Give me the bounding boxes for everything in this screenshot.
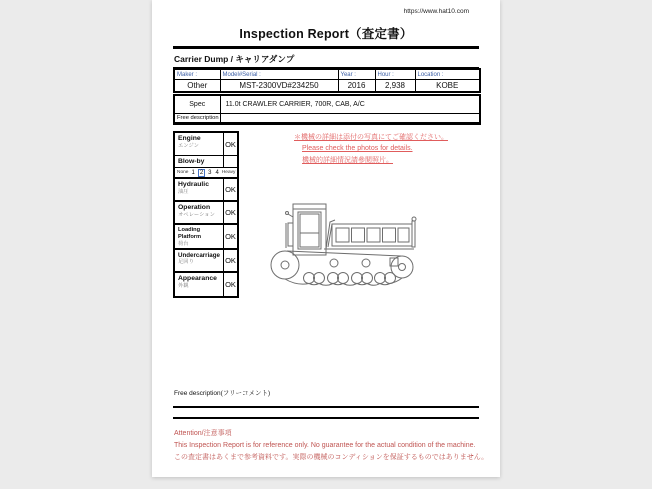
blowby-level-3: 3	[208, 169, 212, 176]
blowby-scale-max: Heavy	[221, 170, 236, 176]
photo-notice-zh: 機械的詳細情況請參閲照片。	[302, 156, 393, 164]
crawler-carrier-illustration	[262, 193, 430, 291]
inspection-row-undercarriage	[175, 250, 237, 273]
free-comment-line-2	[173, 417, 479, 419]
free-description-label: Free description	[174, 113, 220, 123]
blowby-level-1: 1	[191, 169, 195, 176]
attention-line-ja: この査定書はあくまで参考資料です。実際の機械のコンディションを保証するものではありません。	[174, 453, 489, 461]
inspection-row-loading-platform	[175, 225, 237, 250]
appearance-label: Appearance	[178, 274, 217, 282]
source-url: https://www.hat10.com	[403, 8, 469, 15]
blowby-label: Blow-by	[178, 158, 205, 165]
attention-block	[174, 428, 488, 463]
photo-notice-ja: ＊機械の詳細は添付の写真にてご確認ください。	[294, 134, 448, 141]
title-divider	[173, 46, 479, 49]
undercarriage-result: OK	[225, 255, 236, 265]
hydraulic-label: Hydraulic	[178, 181, 209, 189]
undercarriage-label: Undercarriage	[178, 251, 220, 259]
hour-header: Hour :	[375, 69, 415, 79]
attention-title: Attention/注意事項	[174, 430, 232, 437]
free-comment-line-1	[173, 406, 479, 408]
location-header: Location :	[415, 69, 480, 79]
location-value: KOBE	[415, 79, 480, 92]
appearance-label-ja: 外観	[178, 283, 189, 290]
blowby-result	[224, 156, 237, 167]
report-page	[152, 0, 500, 477]
appearance-result: OK	[225, 279, 236, 289]
maker-value: Other	[174, 79, 220, 92]
loading-platform-label: Loading Platform	[178, 227, 202, 240]
blowby-scale	[175, 168, 237, 179]
hydraulic-result: OK	[225, 185, 236, 195]
operation-label: Operation	[178, 204, 211, 212]
inspection-row-appearance	[175, 273, 237, 296]
info-value-row	[174, 79, 480, 92]
spec-row	[174, 95, 480, 113]
free-comment-label: Free description(フリーコメント)	[174, 390, 271, 397]
inspection-row-engine	[175, 133, 237, 156]
operation-result: OK	[225, 208, 236, 218]
info-header-row	[174, 69, 480, 79]
engine-label: Engine	[178, 135, 201, 142]
machine-category-heading: Carrier Dump / キャリアダンプ	[173, 53, 479, 68]
year-header: Year :	[338, 69, 375, 79]
hydraulic-label-ja: 油圧	[178, 189, 189, 196]
machine-info-table	[173, 68, 481, 93]
blowby-level-4: 4	[215, 169, 219, 176]
hour-value: 2,938	[375, 79, 415, 92]
blowby-level-2-selected: 2	[199, 169, 204, 176]
photo-notice-en: Please check the photos for details.	[302, 145, 413, 153]
loading-platform-result: OK	[225, 232, 236, 242]
inspection-checklist	[173, 131, 239, 298]
operation-label-ja: オペレーション	[178, 212, 215, 219]
model-serial-header: Model#Serial :	[220, 69, 338, 79]
undercarriage-label-ja: 足回り	[178, 259, 194, 266]
spec-table	[173, 94, 481, 125]
engine-label-ja: エンジン	[178, 143, 199, 150]
attention-line-en: This Inspection Report is for reference only. No guarantee for the actual condition of the machine.	[174, 441, 476, 449]
free-description-value	[220, 113, 480, 123]
engine-result: OK	[225, 139, 236, 149]
inspection-row-hydraulic	[175, 179, 237, 202]
maker-header: Maker :	[174, 69, 220, 79]
spec-label: Spec	[174, 95, 220, 113]
inspection-row-operation	[175, 202, 237, 225]
photo-notice	[294, 132, 448, 166]
year-value: 2016	[338, 79, 375, 92]
blowby-scale-min: None	[177, 170, 189, 176]
loading-platform-label-ja: 荷台	[178, 240, 189, 247]
model-serial-value: MST-2300VD#234250	[220, 79, 338, 92]
spec-value: 11.0t CRAWLER CARRIER, 700R, CAB, A/C	[220, 95, 480, 113]
free-description-row	[174, 113, 480, 123]
page-title: Inspection Report（査定書）	[239, 27, 413, 41]
inspection-row-blowby	[175, 156, 237, 168]
